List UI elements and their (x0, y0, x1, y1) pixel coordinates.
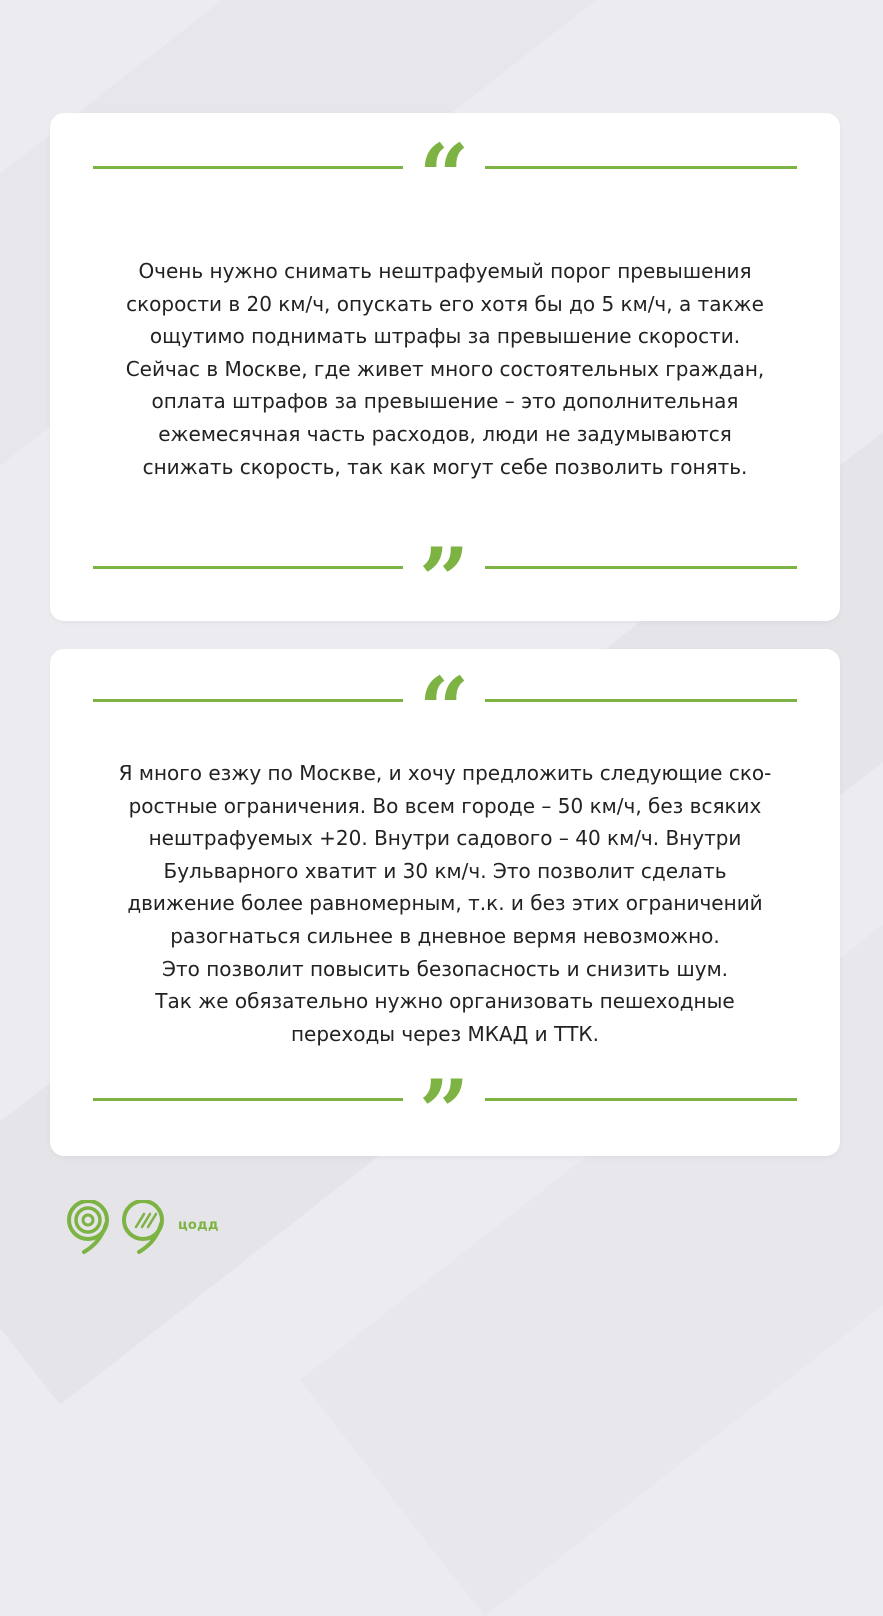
quote-header-divider (50, 657, 840, 761)
close-quote-icon: ” (418, 1060, 470, 1164)
quote-card-2 (50, 649, 840, 1164)
open-quote-icon: “ (418, 124, 470, 228)
footer-branding (66, 1200, 366, 1260)
quote-text: Очень нужно снимать нештрафуемый порог превышения скорости в 20 км/ч, опускать его хотя бы до 5 км/ч, а также ощутимо поднимать штрафы за превышение скорости. Сейчас в Москве, где живет много состоятельных граждан, оплата штрафов за превышение – это дополнительная ежемесячная часть расходов, люди не задумываются снижать скорость, так как могут себе позволить гонять. (125, 259, 765, 479)
moscow-9-logo-icon (66, 1200, 176, 1256)
codd-logo-icon (124, 1201, 162, 1252)
divider-line (93, 1098, 403, 1101)
divider-line (93, 699, 403, 702)
divider-line (485, 566, 797, 569)
close-quote-icon: ” (418, 528, 470, 632)
divider-line (485, 166, 797, 169)
quote-header-divider (50, 124, 840, 228)
quote-text: Я много езжу по Москве, и хочу предложить следующие ско- ростные ограничения. Во всем городе – 50 км/ч, без всяких нештрафуемых +20. Внутри садового – 40 км/ч. Внутри Бульварного хватит и 30 км/ч. Это позволит сделать движение более равномерным, т.к. и без этих ограничений разогнаться сильнее в дневное вермя невозможно. Это позволит повысить безопасность и снизить шум. Так же обязательно нужно организовать пешеходные переходы через МКАД и ТТК. (118, 761, 772, 1046)
brand-label: цодд (178, 1218, 219, 1233)
open-quote-icon: “ (418, 657, 470, 761)
divider-line (485, 1098, 797, 1101)
quote-card-1 (50, 113, 840, 632)
divider-line (485, 699, 797, 702)
quote-footer-divider (50, 1060, 840, 1164)
divider-line (93, 166, 403, 169)
divider-line (93, 566, 403, 569)
quote-footer-divider (50, 528, 840, 632)
